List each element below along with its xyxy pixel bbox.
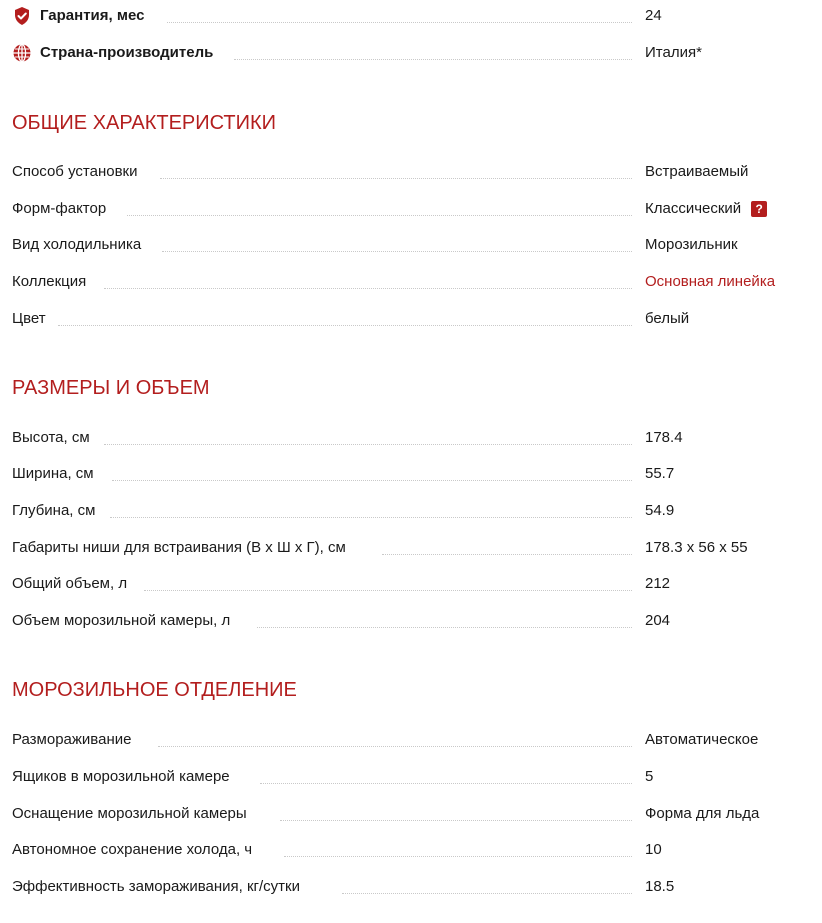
spec-row <box>12 162 802 182</box>
spec-row-warranty <box>12 6 802 26</box>
spec-label: Коллекция <box>12 273 87 290</box>
spec-value: Автоматическое <box>645 731 759 748</box>
section-title-dimensions: РАЗМЕРЫ И ОБЪЕМ <box>12 377 210 399</box>
spec-row <box>12 428 802 448</box>
spec-value: Италия* <box>645 44 702 61</box>
spec-value: 178.3 х 56 х 55 <box>645 539 748 556</box>
help-icon[interactable]: ? <box>751 201 767 217</box>
spec-label: Габариты ниши для встраивания (В х Ш х Г), см <box>12 539 346 556</box>
spec-value: 10 <box>645 841 662 858</box>
spec-row <box>12 574 802 594</box>
spec-label: Цвет <box>12 310 46 327</box>
spec-value: 212 <box>645 575 671 592</box>
dotted-leader <box>280 820 632 821</box>
spec-value: Встраиваемый <box>645 163 749 180</box>
dotted-leader <box>160 178 632 179</box>
spec-row <box>12 199 802 219</box>
dotted-leader <box>104 288 632 289</box>
spec-label: Эффективность замораживания, кг/сутки <box>12 878 300 895</box>
spec-label: Ширина, см <box>12 465 94 482</box>
dotted-leader <box>127 215 632 216</box>
spec-row-country <box>12 43 802 63</box>
spec-label: Объем морозильной камеры, л <box>12 612 231 629</box>
spec-label: Форм-фактор <box>12 200 107 217</box>
spec-label: Ящиков в морозильной камере <box>12 768 230 785</box>
spec-label: Глубина, см <box>12 502 96 519</box>
collection-link[interactable]: Основная линейка <box>645 273 776 290</box>
dotted-leader <box>234 59 632 60</box>
dotted-leader <box>260 783 632 784</box>
spec-row <box>12 538 802 558</box>
spec-value: белый <box>645 310 690 327</box>
dotted-leader <box>167 22 632 23</box>
spec-row <box>12 501 802 521</box>
dotted-leader <box>342 893 632 894</box>
dotted-leader <box>104 444 632 445</box>
dotted-leader <box>144 590 632 591</box>
spec-value: 55.7 <box>645 465 675 482</box>
spec-label-text: Страна-производитель <box>40 44 214 61</box>
spec-value: Форма для льда <box>645 805 760 822</box>
dotted-leader <box>382 554 632 555</box>
dotted-leader <box>58 325 632 326</box>
section-title-general: ОБЩИЕ ХАРАКТЕРИСТИКИ <box>12 112 277 134</box>
spec-row <box>12 804 802 824</box>
spec-label-text: Гарантия, мес <box>40 7 145 24</box>
spec-label <box>12 43 213 63</box>
spec-row <box>12 840 802 860</box>
spec-label <box>12 6 144 26</box>
spec-row <box>12 611 802 631</box>
spec-label: Размораживание <box>12 731 132 748</box>
spec-label: Высота, см <box>12 429 90 446</box>
spec-row <box>12 272 802 292</box>
spec-value: 178.4 <box>645 429 683 446</box>
spec-value: 54.9 <box>645 502 675 519</box>
spec-value: 5 <box>645 768 654 785</box>
spec-label: Вид холодильника <box>12 236 142 253</box>
spec-value: 204 <box>645 612 671 629</box>
spec-row <box>12 730 802 750</box>
spec-row <box>12 235 802 255</box>
spec-label: Способ установки <box>12 163 138 180</box>
spec-label: Автономное сохранение холода, ч <box>12 841 253 858</box>
dotted-leader <box>162 251 632 252</box>
globe-icon <box>12 43 32 63</box>
spec-value: Морозильник <box>645 236 738 253</box>
dotted-leader <box>112 480 632 481</box>
dotted-leader <box>158 746 632 747</box>
shield-check-icon <box>12 6 32 26</box>
spec-row <box>12 464 802 484</box>
spec-label: Общий объем, л <box>12 575 128 592</box>
dotted-leader <box>257 627 632 628</box>
dotted-leader <box>284 856 632 857</box>
section-title-freezer: МОРОЗИЛЬНОЕ ОТДЕЛЕНИЕ <box>12 679 297 701</box>
spec-row <box>12 767 802 787</box>
spec-value <box>645 199 767 219</box>
spec-row <box>12 309 802 329</box>
spec-value: 18.5 <box>645 878 675 895</box>
spec-value: 24 <box>645 7 662 24</box>
dotted-leader <box>110 517 632 518</box>
spec-value-text: Классический <box>645 200 742 217</box>
spec-label: Оснащение морозильной камеры <box>12 805 247 822</box>
spec-row <box>12 877 802 897</box>
